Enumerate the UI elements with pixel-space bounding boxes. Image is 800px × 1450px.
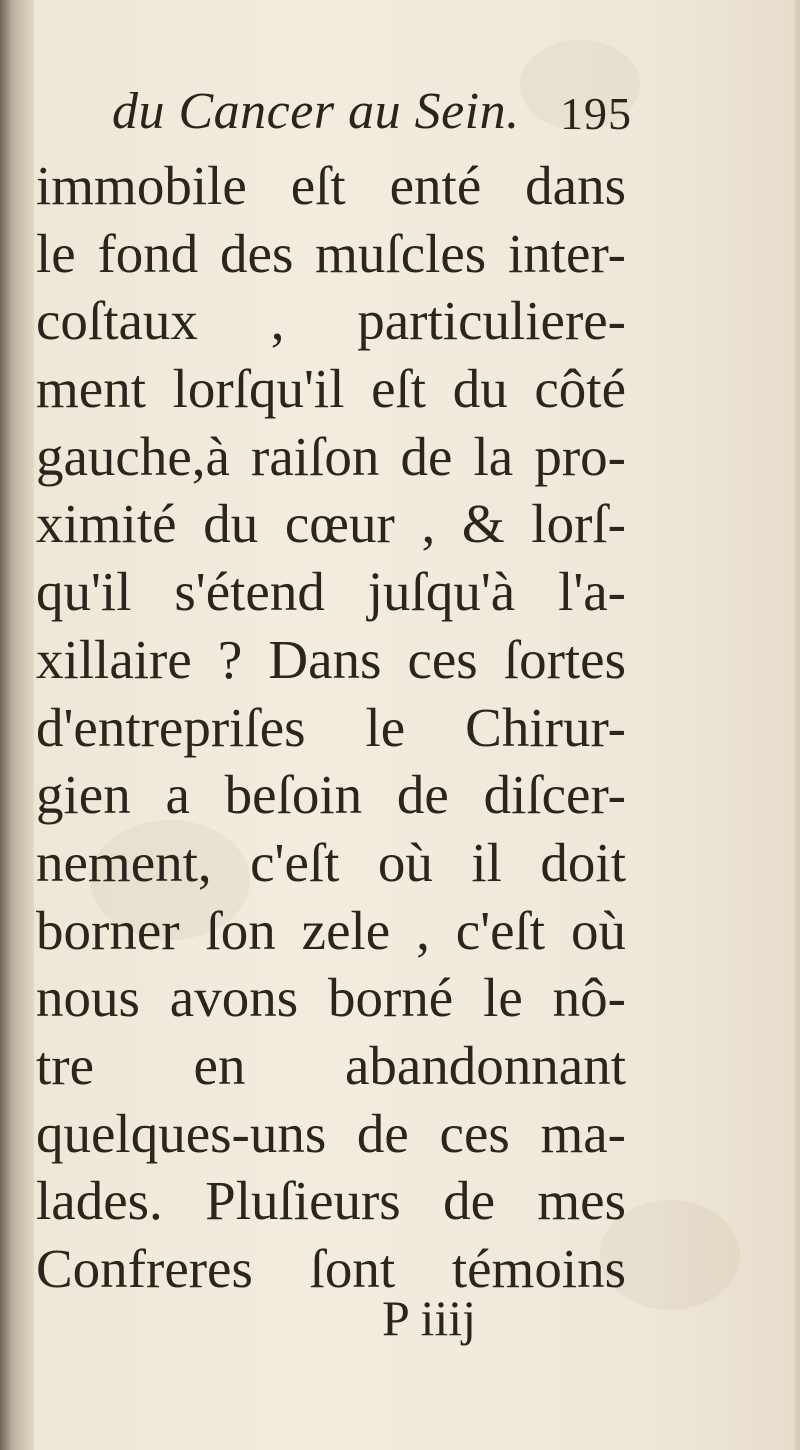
- text-line: nous avons borné le nô-: [36, 967, 626, 1029]
- signature-mark: P iiij: [382, 1290, 477, 1346]
- text-line: ment lorſqu'il eſt du côté: [36, 358, 626, 420]
- text-line: xillaire ? Dans ces ſortes: [36, 628, 626, 690]
- text-line: Confreres ſont témoins: [36, 1238, 626, 1299]
- body-text: [36, 152, 626, 1303]
- text-line: ximité du cœur , & lorſ-: [36, 493, 626, 555]
- text-line: le fond des muſcles inter-: [36, 222, 626, 284]
- page-number: 195: [560, 88, 632, 139]
- text-line: gien a beſoin de diſcer-: [36, 764, 626, 826]
- text-line: borner ſon zele , c'eſt où: [36, 899, 626, 961]
- text-line: lades. Pluſieurs de mes: [36, 1170, 626, 1232]
- page-header: [112, 82, 632, 162]
- text-line: tre en abandonnant: [36, 1034, 626, 1096]
- text-line: d'entrepriſes le Chirur-: [36, 696, 626, 758]
- binding-gutter: [0, 0, 34, 1450]
- text-line: gauche,à raiſon de la pro-: [36, 425, 626, 487]
- text-line: immobile eſt enté dans: [36, 155, 626, 216]
- page-edge: [794, 0, 800, 1450]
- text-line: nement, c'eſt où il doit: [36, 831, 626, 893]
- text-line: quelques-uns de ces ma-: [36, 1102, 626, 1164]
- running-title: du Cancer au Sein.: [112, 83, 520, 140]
- text-line: qu'il s'étend juſqu'à l'a-: [36, 561, 626, 623]
- text-line: coſtaux , particuliere-: [36, 290, 626, 352]
